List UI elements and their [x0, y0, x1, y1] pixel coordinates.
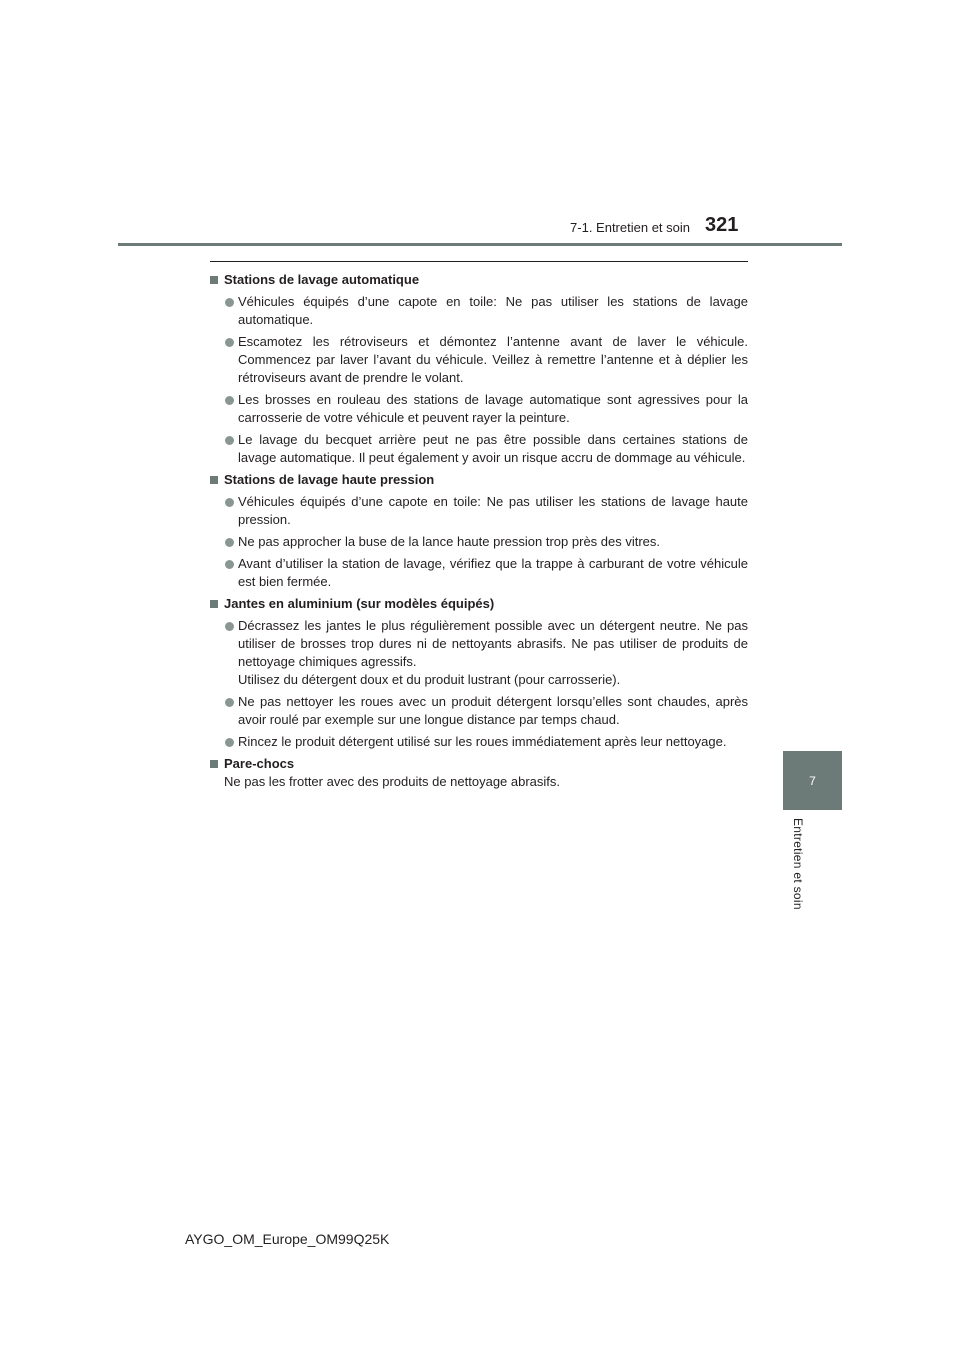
list-item-text: Rincez le produit détergent utilisé sur les roues immédiatement après leur nettoyage. — [238, 734, 727, 749]
page-content — [210, 267, 748, 791]
list-item-text: Avant d’utiliser la station de lavage, vérifiez que la trappe à carburant de votre véhicule est bien fermée. — [238, 556, 748, 589]
section-body-text: Ne pas les frotter avec des produits de nettoyage abrasifs. — [224, 774, 561, 789]
list-item-extra-text: Utilisez du détergent doux et du produit lustrant (pour carrosserie). — [238, 672, 621, 687]
list-item — [210, 693, 748, 729]
list-item — [210, 333, 748, 387]
section-bumpers — [210, 755, 748, 791]
list-item-text: Décrassez les jantes le plus régulièrement possible avec un détergent neutre. Ne pas utiliser de brosses trop dures ni de nettoyants abrasifs. Ne pas utiliser de produits de nettoyage chimiques agressifs. — [238, 618, 748, 669]
circle-bullet-icon — [225, 698, 234, 707]
circle-bullet-icon — [225, 738, 234, 747]
list-item — [210, 391, 748, 427]
header-divider — [118, 243, 842, 246]
footer-doc-code: AYGO_OM_Europe_OM99Q25K — [185, 1231, 390, 1247]
circle-bullet-icon — [225, 396, 234, 405]
list-item — [210, 431, 748, 467]
section-title — [210, 271, 748, 289]
list-item-text: Les brosses en rouleau des stations de lavage automatique sont agressives pour la carrosserie de votre véhicule et peuvent rayer la peinture. — [238, 392, 748, 425]
circle-bullet-icon — [225, 338, 234, 347]
list-item — [210, 493, 748, 529]
chapter-tab — [783, 751, 842, 810]
section-title-text: Jantes en aluminium (sur modèles équipés) — [224, 596, 495, 611]
circle-bullet-icon — [225, 298, 234, 307]
section-title-text: Stations de lavage haute pression — [224, 472, 435, 487]
chapter-label: Entretien et soin — [791, 818, 805, 910]
section-title-text: Pare-chocs — [224, 756, 295, 771]
list-item-text: Véhicules équipés d’une capote en toile: Ne pas utiliser les stations de lavage automatique. — [238, 294, 748, 327]
circle-bullet-icon — [225, 560, 234, 569]
header-section-title: 7-1. Entretien et soin — [570, 220, 690, 235]
section-high-pressure-wash — [210, 471, 748, 591]
list-item-text: Véhicules équipés d’une capote en toile: Ne pas utiliser les stations de lavage haute pression. — [238, 494, 748, 527]
square-bullet-icon — [210, 476, 218, 484]
square-bullet-icon — [210, 600, 218, 608]
list-item-text: Le lavage du becquet arrière peut ne pas être possible dans certaines stations de lavage automatique. Il peut également y avoir un risque accru de dommage au véhicule. — [238, 432, 748, 465]
section-title — [210, 755, 748, 773]
circle-bullet-icon — [225, 622, 234, 631]
circle-bullet-icon — [225, 538, 234, 547]
list-item — [210, 533, 748, 551]
list-item-text: Ne pas approcher la buse de la lance haute pression trop près des vitres. — [238, 534, 661, 549]
page-number: 321 — [705, 214, 739, 236]
section-title — [210, 471, 748, 489]
content-divider — [210, 261, 748, 262]
chapter-number: 7 — [809, 773, 816, 788]
square-bullet-icon — [210, 760, 218, 768]
list-item-text: Ne pas nettoyer les roues avec un produit détergent lorsqu’elles sont chaudes, après avoir roulé par exemple sur une longue distance par temps chaud. — [238, 694, 748, 727]
section-title-text: Stations de lavage automatique — [224, 272, 420, 287]
list-item — [210, 617, 748, 689]
circle-bullet-icon — [225, 498, 234, 507]
section-aluminium-wheels — [210, 595, 748, 751]
list-item-text: Escamotez les rétroviseurs et démontez l’antenne avant de laver le véhicule. Commencez par laver l’avant du véhicule. Veillez à remettre l’antenne et à déplier les rétroviseurs avant de prendre le volant. — [238, 334, 748, 385]
section-title — [210, 595, 748, 613]
list-item — [210, 733, 748, 751]
section-automatic-wash — [210, 271, 748, 467]
list-item — [210, 293, 748, 329]
list-item — [210, 555, 748, 591]
circle-bullet-icon — [225, 436, 234, 445]
square-bullet-icon — [210, 276, 218, 284]
